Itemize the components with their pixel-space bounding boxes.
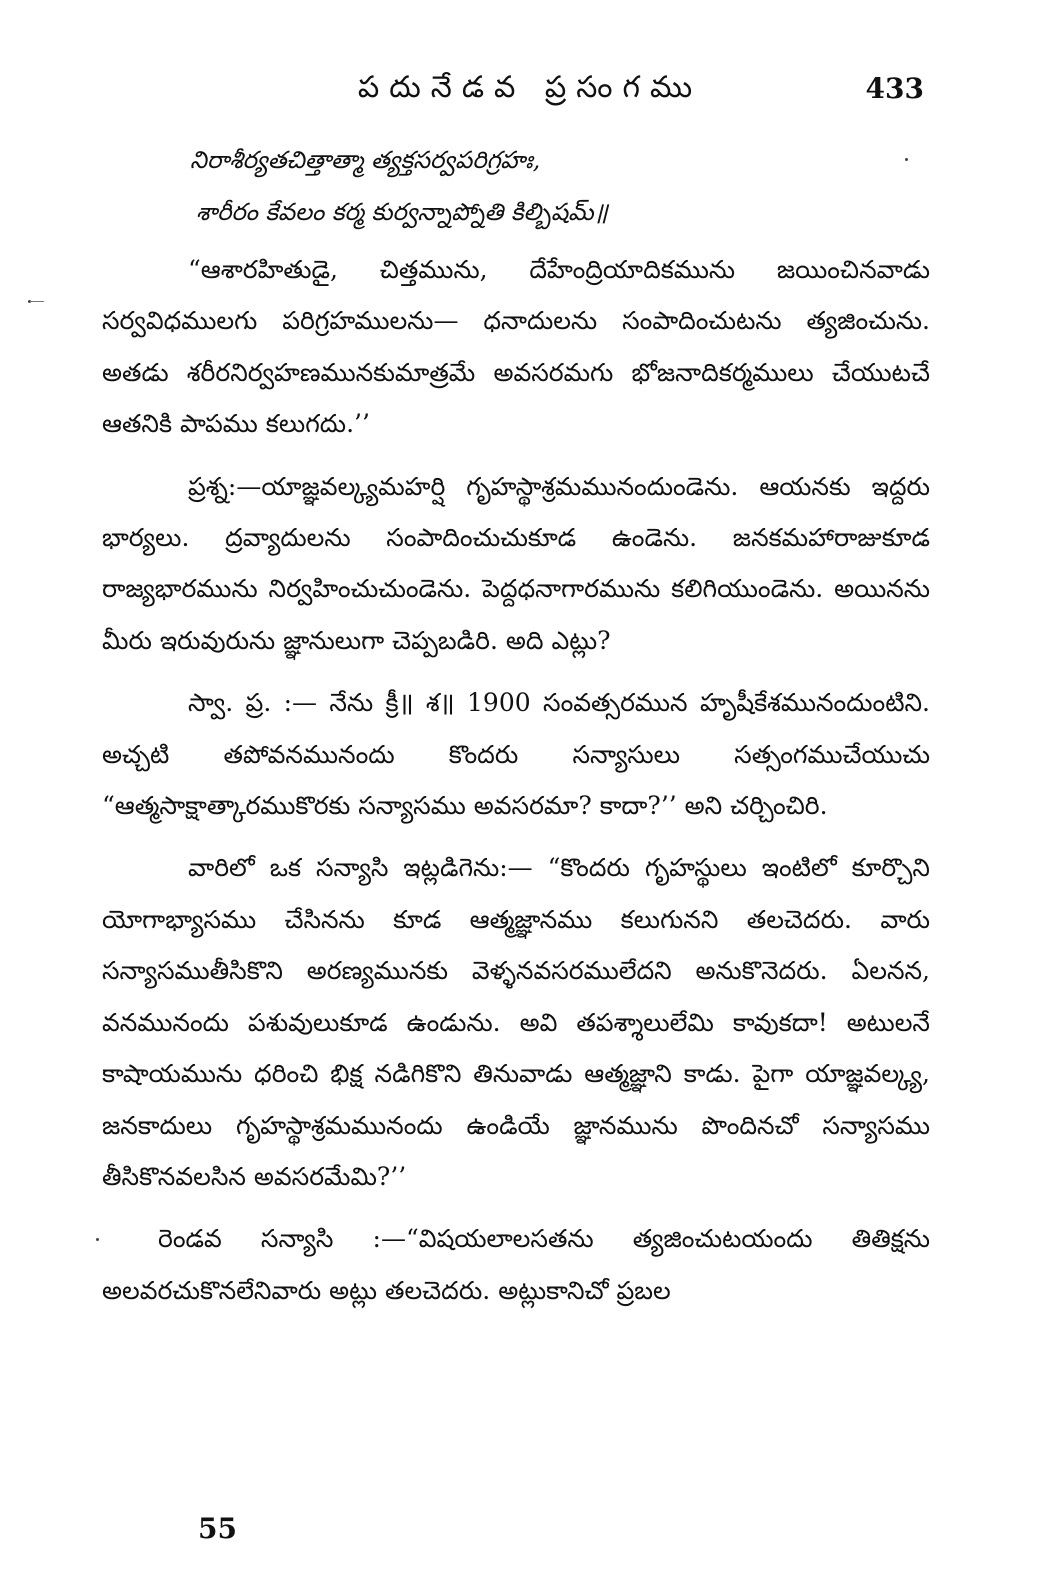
print-speck bbox=[96, 1238, 99, 1241]
paragraph-second-sanyasi: రెండవ సన్యాసి :—“విషయలాలసతను త్యజించుటయందు తితిక్షను అలవరచుకొనలేనివారు అట్లు తలచెదరు. అట్లుకానిచో ప్రబల bbox=[102, 1224, 930, 1305]
paragraph-first-sanyasi: వారిలో ఒక సన్యాసి ఇట్లడిగెను:— “కొందరు గృహస్థులు ఇంటిలో కూర్చొని యోగాభ్యాసము చేసినను కూడ ఆత్మజ్ఞానము కలుగునని తలచెదరు. వారు సన్యాసముతీసికొని అరణ్యమునకు వెళ్ళనవసరములేదని అనుకొనెదరు. ఏలనన, వనమునందు పశువులుకూడ ఉండును. అవి తపశ్శాలులేమి కావుకదా! అటులనే కాషాయమును ధరించి భిక్ష నడిగికొని తినువాడు ఆత్మజ్ఞాని కాడు. పైగా యాజ్ఞవల్క్య, జనకాదులు గృహస్థాశ్రమమునందు ఉండియే జ్ఞానమును పొందినచో సన్యాసము తీసికొనవలసిన అవసరమేమి?’’ bbox=[102, 853, 930, 1191]
page-header bbox=[100, 66, 960, 116]
verse-line-1: నిరాశీర్యతచిత్తాత్మా త్యక్తసర్వపరిగ్రహః, bbox=[190, 146, 541, 174]
paragraph-verse-meaning: “ఆశారహితుడై, చిత్తమును, దేహేంద్రియాదికమును జయించినవాడు సర్వవిధములగు పరిగ్రహములను— ధనాదులను సంపాదించుటను త్యజించును. అతడు శరీరనిర్వహణమునకుమాత్రమే అవసరమగు భోజనాదికర్మములు చేయుటచే ఆతనికి పాపము కలుగదు.’’ bbox=[102, 255, 930, 439]
sanskrit-verse bbox=[190, 134, 950, 238]
body-text bbox=[102, 244, 930, 1316]
print-speck bbox=[905, 158, 908, 161]
signature-number: 55 bbox=[198, 1512, 237, 1545]
margin-dash bbox=[30, 301, 44, 302]
paragraph-question: ప్రశ్న:—యాజ్ఞవల్క్యమహర్షి గృహస్థాశ్రమమునందుండెను. ఆయనకు ఇద్దరు భార్యలు. ద్రవ్యాదులను సంపాదించుచుకూడ ఉండెను. జనకమహారాజుకూడ రాజ్యభారమును నిర్వహించుచుండెను. పెద్దధనాగారమును కలిగియుండెను. అయినను మీరు ఇరువురును జ్ఞానులుగా చెప్పబడిరి. అది ఎట్లు? bbox=[102, 471, 930, 655]
verse-line-2: శారీరం కేవలం కర్మ కుర్వన్నాప్నోతి కిల్బిషమ్॥ bbox=[196, 198, 608, 226]
running-head: పదునేడవ ప్రసంగము bbox=[357, 70, 703, 105]
page-number: 433 bbox=[865, 72, 924, 105]
paragraph-swami-answer: స్వా. ప్ర. :— నేను క్రీ॥ శ॥ 1900 సంవత్సరమున హృషీకేశమునందుంటిని. అచ్చటి తపోవనమునందు కొందరు సన్యాసులు సత్సంగముచేయుచు “ఆత్మసాక్షాత్కారముకొరకు సన్యాసము అవసరమా? కాదా?’’ అని చర్చించిరి. bbox=[102, 688, 930, 821]
